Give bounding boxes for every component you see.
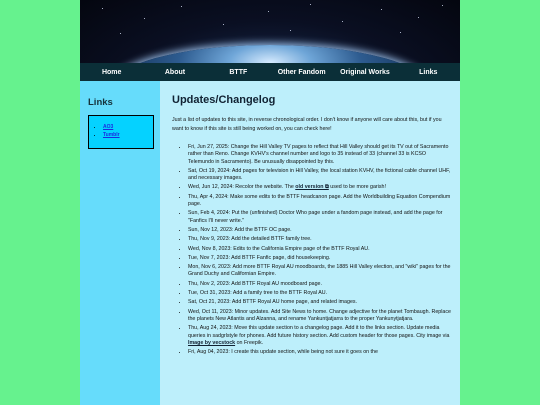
list-item: • Fri, Aug 04, 2023: I create this update section, while being not sure it goes on the [188, 349, 452, 356]
list-item: • Thu, Nov 2, 2023: Add BTTF Royal AU moodboard page. [188, 281, 452, 288]
sidebar [80, 81, 160, 405]
page-title: Updates/Changelog [172, 94, 276, 106]
list-item [103, 132, 120, 138]
intro-text: Just a list of updates to this site, in reverse chronological order. I don't know if anyone will care about this, but if you want to know if this site is still being worked on, you can check here! [172, 117, 442, 132]
nav-links[interactable]: Links [419, 68, 438, 76]
updates-list [172, 144, 452, 356]
list-item: • Fri, Jun 27, 2025: Change the Hill Valley TV pages to reflect that Hill Valley should get its TV out of Sacramento rather than Reno. Change KVHV's channel number and logo to 35 instead of 33 (channel 33 is KCSO Telemundo in Sacramento). Be unusually disappointed by this. [188, 144, 452, 166]
list-item: • Sat, Oct 19, 2024: Add pages for television in Hill Valley, the local station KVHV, the fictional cable channel UHF, and necessary images. [188, 168, 452, 183]
list-item: • Thu, Aug 24, 2023: Move this update section to a changelog page. Add it to the links section. Update media queries in sadgrlstyle for phones. Add future history section. Add custom header for those pages. City image via Image by vecstock on Freepik. [188, 325, 452, 347]
main-nav [80, 63, 460, 81]
page-container [80, 0, 460, 405]
main-content [172, 94, 452, 358]
nav-home[interactable]: Home [101, 68, 122, 76]
list-item: • Sun, Feb 4, 2024: Put the (unfinished) Doctor Who page under a fandom page instead, and add the page for "Fanfics I'll never write." [188, 210, 452, 225]
link-tumblr[interactable]: Tumblr [103, 132, 120, 138]
list-item: • Tue, Oct 31, 2023: Add a family tree to the BTTF Royal AU. [188, 290, 452, 297]
nav-about[interactable]: About [164, 68, 186, 76]
planet-horizon-image [108, 45, 432, 63]
list-item: • Wed, Jun 12, 2024: Recolor the website. The old version ⧉ used to be more garish! [188, 184, 452, 191]
list-item: • Thu, Apr 4, 2024: Make some edits to the BTTF headcanon page. Add the Worldbuilding Equation Compendium page. [188, 194, 452, 209]
list-item: • Sun, Nov 12, 2023: Add the BTTF OC page. [188, 227, 452, 234]
sidebar-links-box [88, 115, 154, 149]
list-item: • Tue, Nov 7, 2023: Add BTTF Fanfic page, did housekeeping. [188, 255, 452, 262]
header-banner [80, 0, 460, 63]
list-item: • Thu, Nov 9, 2023: Add the detailed BTTF family tree. [188, 236, 452, 243]
list-item: • Sat, Oct 21, 2023: Add BTTF Royal AU home page, and related images. [188, 299, 452, 306]
list-item: • Wed, Oct 11, 2023: Minor updates. Add Site News to home. Change adjective for the planet Tombaugh. Replace the planets New Atlantis and Alzanna, and rename Yankuntjatjarra to the proper Yankunytjatjara. [188, 309, 452, 324]
list-item: • Mon, Nov 6, 2023: Add more BTTF Royal AU moodboards, the 1885 Hill Valley election, and "wiki" pages for the Grand Duchy and Californian Empire. [188, 264, 452, 279]
nav-original-works[interactable]: Original Works [340, 68, 390, 76]
link-ao3[interactable]: AO3 [103, 124, 114, 130]
nav-other-fandom[interactable]: Other Fandom [277, 68, 326, 76]
vecstock-image-link[interactable]: Image by vecstock [188, 339, 236, 346]
nav-bttf[interactable]: BTTF [229, 68, 248, 76]
sidebar-title: Links [88, 97, 113, 108]
old-version-link[interactable]: old version ⧉ [295, 184, 329, 191]
list-item [103, 124, 120, 130]
list-item: • Wed, Nov 8, 2023: Edits to the California Empire page of the BTTF Royal AU. [188, 246, 452, 253]
